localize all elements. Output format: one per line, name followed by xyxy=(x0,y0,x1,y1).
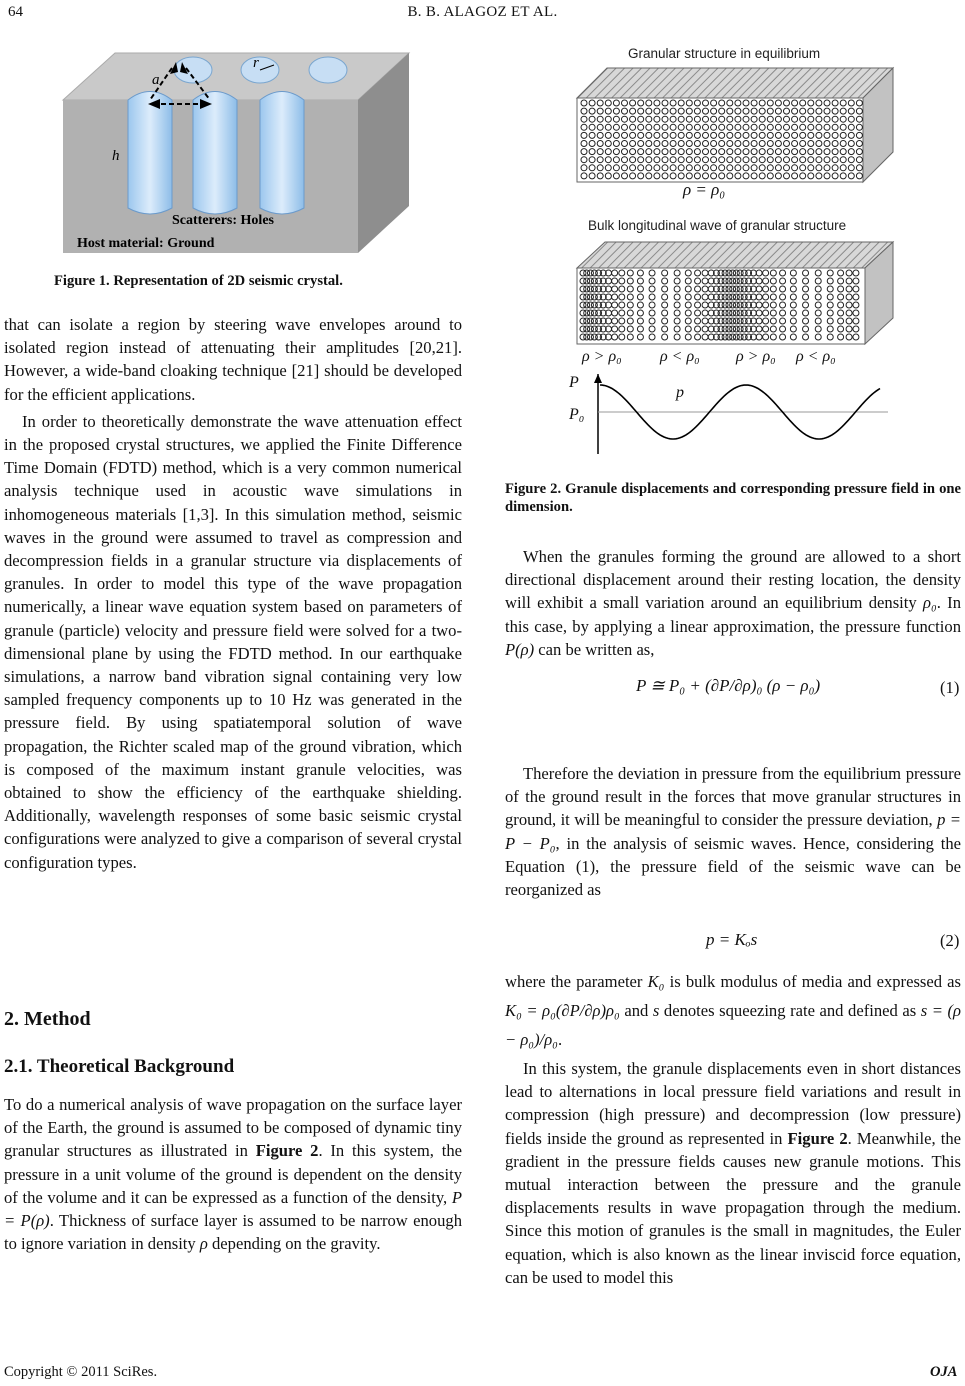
right-column-top xyxy=(505,545,961,661)
density-label: ρ < ρ₀ xyxy=(660,348,700,365)
density-label: ρ < ρ₀ xyxy=(796,348,836,365)
paragraph: In this system, the granule displacements even in short distances lead to alternations in local pressure field variations and result in compression (high pressure) and decompression (low pressure) fields inside the ground as represented in Figure 2. Meanwhile, the gradient in the pressure fields causes new granule motions. This mutual interaction between the pressure and the granule displacements results in wave propagation through the medium. Since this motion of granules is the small in magnitudes, the Euler equation, which is also known as the linear inviscid force equation, can be used to model this xyxy=(505,1059,961,1287)
label-a: a xyxy=(152,72,160,88)
footer-journal: OJA xyxy=(930,1364,958,1380)
paragraph: that can isolate a region by steering wave envelopes around to isolated region instead of attenuating their amplitudes [20,21]. However, a wide-band cloaking technique [21] should be developed for the efficient applications. xyxy=(4,315,462,404)
equation-2: p = Kₒs xyxy=(706,930,758,949)
figure-1 xyxy=(60,48,412,260)
inline-equation: P = P(ρ) xyxy=(4,1187,462,1231)
section-heading: 2. Method xyxy=(4,1008,91,1030)
label-r: r xyxy=(253,55,259,71)
paragraph: Therefore the deviation in pressure from the equilibrium pressure of the ground result in the forces that move granular structures in ground, it will be meaningful to consider the pressure deviation, p = P − P₀, in the analysis of seismic waves. Hence, considering the Equation (1), the pressure field of the seismic wave can be reorganized as xyxy=(505,764,961,900)
density-label: ρ > ρ₀ xyxy=(736,348,776,365)
equation-1-number: (1) xyxy=(940,678,960,697)
block-top-face xyxy=(63,53,409,100)
figure-2-title-top: Granular structure in equilibrium xyxy=(628,46,821,61)
figure-2-block-equilibrium xyxy=(575,66,895,184)
label-scatterers: Scatterers: Holes xyxy=(172,213,274,228)
paragraph: In order to theoretically demonstrate the wave attenuation effect in the proposed crystal structures, we applied the Finite Difference Time Domain (FDTD) method, which is a very common numerical analysis technique used in acoustic wave simulations in inhomogeneous materials [1,3]. In this simulation method, seismic waves in the ground were assumed to travel as compression and decompression fields in a granular structure via displacements of granules. In order to model this type of the wave propagation numerically, a linear wave equation system based on parameters of granule (particle) velocity and pressure field were solved for a two-dimensional plane by using the FDTD method. In our earthquake simulations, a narrow band vibration signal containing very low sampled frequency components up to 10 Hz was generated in the pressure field. By using spatiatemporal solution of wave propagation, the Richter scaled map of the ground vibration, which is composed of the maximum instant granule velocities, was obtained to show the efficiency of the earthquake shielding. Additionally, wavelength responses of some basic seismic crystal configurations were analyzed to give a comparison of several crystal configuration types. xyxy=(4,411,462,872)
figure-ref: Figure 2 xyxy=(255,1141,319,1161)
left-column xyxy=(4,313,462,874)
right-column-mid xyxy=(505,762,961,901)
label-host: Host material: Ground xyxy=(77,236,215,251)
figure-2-caption: Figure 2. Granule displacements and corresponding pressure field in one dimension. xyxy=(505,481,961,515)
figure-2-block-wave xyxy=(575,240,895,346)
hole-cylinder xyxy=(193,92,237,215)
running-title: B. B. ALAGOZ ET AL. xyxy=(407,4,558,20)
right-column-definitions xyxy=(505,967,961,1054)
curve-label-p: p xyxy=(676,384,684,401)
label-h: h xyxy=(112,148,120,164)
inline-symbol: ρ xyxy=(199,1234,208,1254)
density-label: ρ > ρ₀ xyxy=(582,348,622,365)
hole-cylinder xyxy=(128,92,172,215)
equation-2-number: (2) xyxy=(940,931,960,950)
hole-top xyxy=(309,57,347,83)
left-column-bottom xyxy=(4,1093,462,1255)
figure-1-caption: Figure 1. Representation of 2D seismic crystal. xyxy=(54,273,343,289)
subsection-heading: 2.1. Theoretical Background xyxy=(4,1056,235,1077)
pressure-wave-plot xyxy=(590,374,890,456)
equation-1: P ≅ P₀ + (∂P/∂ρ)₀ (ρ − ρ₀) xyxy=(636,676,821,695)
axis-label-P: P xyxy=(569,374,579,391)
paragraph: To do a numerical analysis of wave propagation on the surface layer of the Earth, the ground is assumed to be composed of dynamic tiny granular structures as illustrated in Figure 2. In this system, the pressure in a unit volume of the ground is dependent on the density of the volume and it can be expressed as a function of the density, P = P(ρ). Thickness of surface layer is assumed to be narrow enough to ignore variation in density ρ depending on the gravity. xyxy=(4,1095,462,1254)
right-column-bottom xyxy=(505,1057,961,1289)
paragraph: where the parameter K₀ is bulk modulus of media and expressed as K₀ = ρ₀(∂P/∂ρ)ρ₀ and s denotes squeezing rate and defined as s = (ρ − ρ₀)/ρ₀. xyxy=(505,972,962,1049)
footer-copyright: Copyright © 2011 SciRes. xyxy=(4,1364,158,1380)
paragraph: When the granules forming the ground are allowed to a short directional displacement around their resting location, the density will exhibit a small variation around an equilibrium density ρ₀. In this case, by applying a linear approximation, the pressure function P(ρ) can be written as, xyxy=(505,547,961,659)
equilibrium-equation: ρ = ρ₀ xyxy=(683,180,726,199)
hole-top xyxy=(174,57,212,83)
axis-label-P0: P₀ xyxy=(569,406,585,423)
figure-2-title-bulk: Bulk longitudinal wave of granular structure xyxy=(588,218,847,233)
hole-cylinder xyxy=(260,92,304,215)
page-number: 64 xyxy=(8,4,23,20)
figure-ref: Figure 2 xyxy=(787,1128,848,1148)
